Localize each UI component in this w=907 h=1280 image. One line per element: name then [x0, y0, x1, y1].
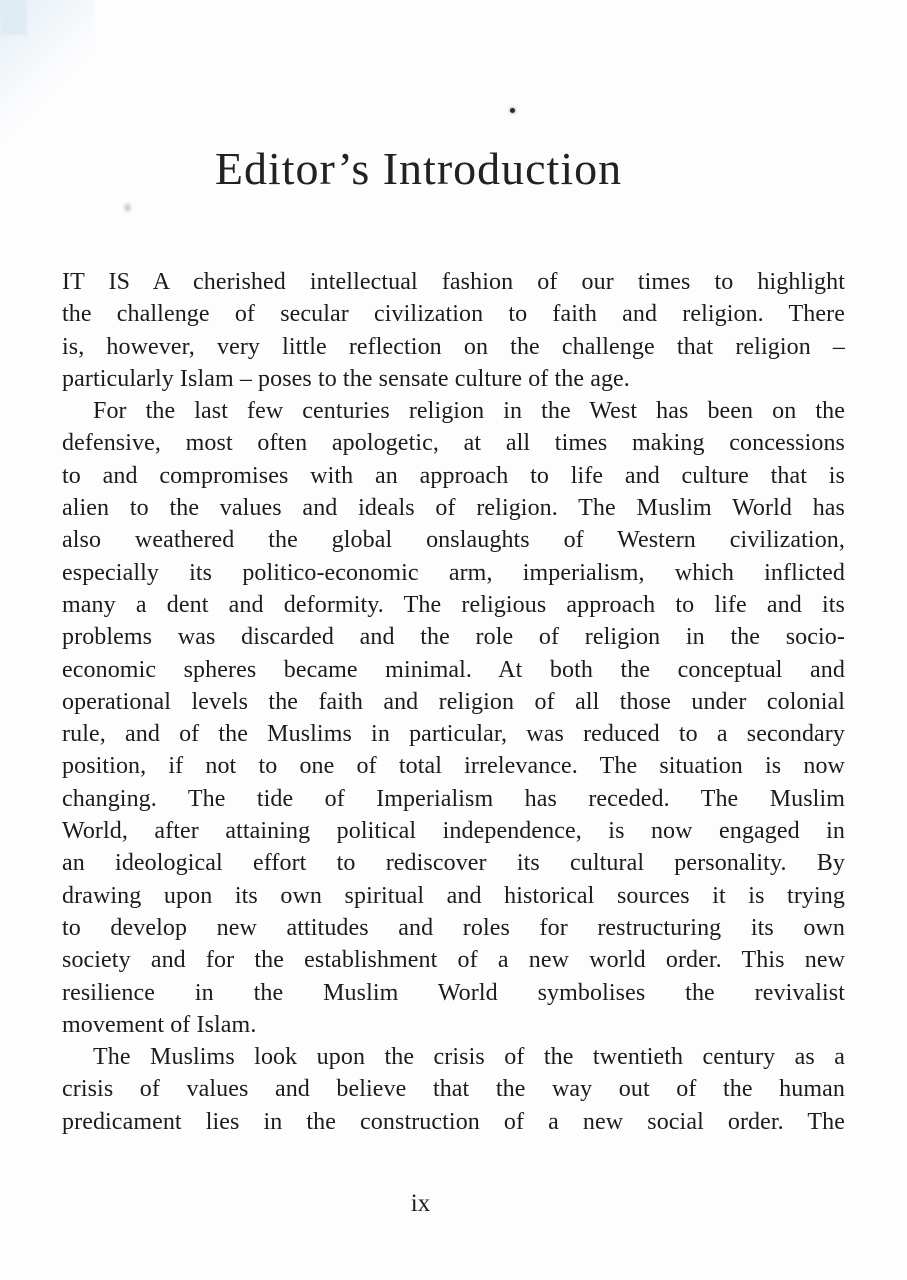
text-line: alien to the values and ideals of religion. The Muslim World has [62, 495, 845, 522]
text-line: The Muslims look upon the crisis of the twentieth century as a [93, 1044, 845, 1071]
text-line: an ideological effort to rediscover its cultural personality. By [62, 850, 845, 877]
paragraph [62, 395, 845, 1041]
paragraph [62, 1041, 845, 1138]
text-line: World, after attaining political independence, is now engaged in [62, 818, 845, 845]
text-line: resilience in the Muslim World symbolises the revivalist [62, 979, 845, 1006]
text-line: position, if not to one of total irrelevance. The situation is now [62, 753, 845, 780]
text-line: defensive, most often apologetic, at all times making concessions [62, 430, 845, 457]
page-number: ix [410, 1190, 431, 1217]
scan-speck-artifact [124, 203, 131, 212]
text-line: also weathered the global onslaughts of Western civilization, [62, 527, 845, 554]
text-line: the challenge of secular civilization to faith and religion. There [62, 301, 845, 328]
text-line: rule, and of the Muslims in particular, was reduced to a secondary [62, 721, 845, 748]
text-line: IT IS A cherished intellectual fashion of our times to highlight [62, 269, 845, 295]
text-line: many a dent and deformity. The religious approach to life and its [62, 591, 845, 618]
text-line: movement of Islam. [62, 1011, 257, 1038]
scan-ink-dot-artifact [510, 108, 515, 113]
text-line: economic spheres became minimal. At both the conceptual and [62, 656, 845, 683]
text-line: operational levels the faith and religion of all those under colonial [62, 688, 845, 715]
text-line: problems was discarded and the role of religion in the socio- [62, 624, 845, 651]
paragraph [62, 266, 845, 395]
text-line: society and for the establishment of a new world order. This new [62, 947, 845, 974]
page-body [62, 266, 845, 1138]
page-title: Editor’s Introduction [214, 143, 623, 194]
scan-corner-artifact [0, 0, 95, 140]
text-line: drawing upon its own spiritual and historical sources it is trying [62, 882, 845, 909]
text-line: For the last few centuries religion in the West has been on the [93, 398, 845, 425]
text-line: particularly Islam – poses to the sensate culture of the age. [62, 365, 630, 392]
text-line: is, however, very little reflection on the challenge that religion – [62, 333, 845, 360]
text-line: predicament lies in the construction of a new social order. The [62, 1108, 845, 1135]
text-line: crisis of values and believe that the way out of the human [62, 1076, 845, 1103]
text-line: to and compromises with an approach to life and culture that is [62, 462, 845, 489]
text-line: to develop new attitudes and roles for restructuring its own [62, 914, 845, 941]
text-line: especially its politico-economic arm, imperialism, which inflicted [62, 559, 845, 586]
text-line: changing. The tide of Imperialism has receded. The Muslim [62, 785, 845, 812]
